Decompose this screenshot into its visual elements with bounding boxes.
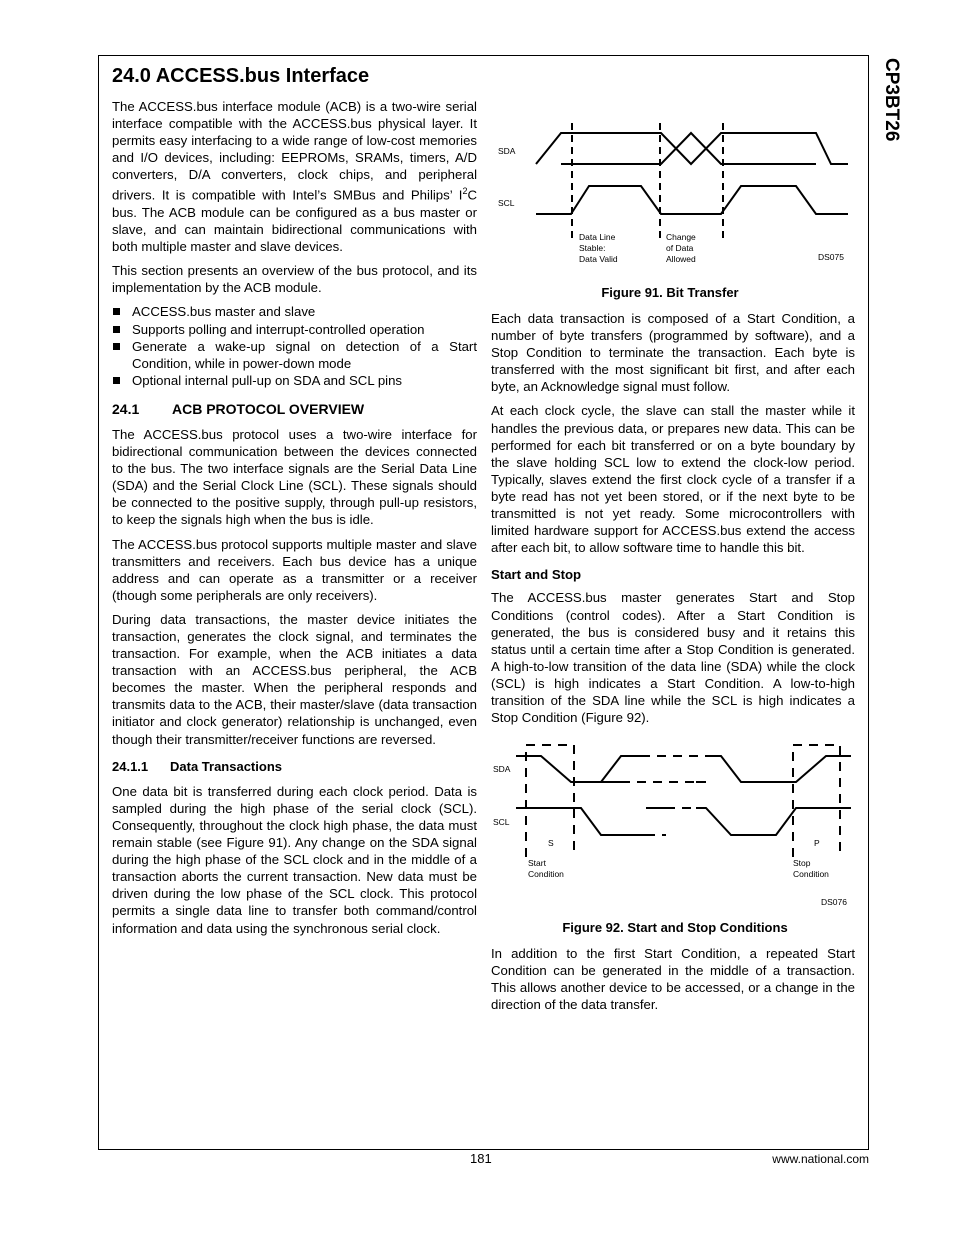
page-number: 181	[470, 1151, 492, 1166]
list-item: Supports polling and interrupt-controlled operation	[112, 321, 477, 338]
sda-label: SDA	[493, 764, 511, 774]
svg-text:Change: Change	[666, 232, 696, 242]
list-item: Optional internal pull-up on SDA and SCL pins	[112, 372, 477, 389]
list-item: ACCESS.bus master and slave	[112, 303, 477, 320]
right-column	[491, 310, 855, 733]
svg-text:Start: Start	[528, 858, 546, 868]
paragraph: During data transactions, the master device initiates the transaction, generates the clock signal, and terminates the transaction. For example, when the ACB initiates a data transaction with an ACCESS.bus peripheral, the ACB becomes the master. When the peripheral responds and transmits data to the ACB, their master/slave (data transaction initiator and clock generator) relationship is unchanged, even though their transmitter/receiver functions are reversed.	[112, 611, 477, 747]
svg-text:P: P	[814, 838, 820, 848]
sda-label: SDA	[498, 146, 516, 156]
svg-text:Stop: Stop	[793, 858, 811, 868]
figure-91-bit-transfer	[491, 118, 861, 268]
figure-92-start-stop	[491, 737, 861, 912]
paragraph: At each clock cycle, the slave can stall the master while it handles the previous data, or prepares new data. This can be performed for each bit transferred or on a byte boundary by the slave holding SCL low to extend the clock-low period. Typically, slaves extend the first clock cycle of a transfer if a byte read has not yet been stored, or if the next byte to be transmitted is not yet ready. Some microcontrollers with limited hardware support for ACCESS.bus extend the access after each bit, to allow software time to handle this bit.	[491, 403, 855, 556]
list-item: Generate a wake-up signal on detection of a Start Condition, while in power-down mode	[112, 338, 477, 372]
paragraph: The ACCESS.bus protocol uses a two-wire interface for bidirectional communication between the devices connected to the bus. The two interface signals are the Serial Data Line (SDA) and the Serial Clock Line (SCL). These signals should be connected to the positive supply, through pull-up resistors, to keep the signals high when the bus is idle.	[112, 426, 477, 528]
svg-text:DS075: DS075	[818, 252, 844, 262]
svg-text:Stable:: Stable:	[579, 243, 606, 253]
subsubsection-heading: 24.1.1 Data Transactions	[112, 758, 282, 774]
subsection-heading: 24.1 ACB PROTOCOL OVERVIEW	[112, 400, 365, 417]
paragraph: Each data transaction is composed of a Start Condition, a number of byte transfers (programmed by software), and a Stop Condition to terminate the transaction. Each byte is transferred with the most significant bit first, and after each byte, an Acknowledge signal must follow.	[491, 311, 855, 395]
figure-92-caption: Figure 92. Start and Stop Conditions	[562, 920, 788, 935]
overview-paragraph: This section presents an overview of the bus protocol, and its implementation by the ACB module.	[112, 263, 477, 296]
start-stop-heading: Start and Stop	[491, 567, 582, 583]
svg-text:S: S	[548, 838, 554, 848]
left-column	[112, 64, 477, 944]
figure-91-caption: Figure 91. Bit Transfer	[601, 285, 739, 300]
paragraph: One data bit is transferred during each clock period. Data is sampled during the high phase of the serial clock (SCL). Consequently, throughout the clock high phase, the data must remain stable (see Figure 91). Any change on the SDA signal during the high phase of the SCL clock and in the middle of a transaction aborts the current transaction. New data must be driven during the low phase of the SCL clock. This protocol permits a single data line to transfer both command/control information and data using the synchronous serial clock.	[112, 783, 477, 936]
feature-list	[112, 303, 477, 388]
svg-text:of Data: of Data	[666, 243, 694, 253]
footer-url: www.national.com	[772, 1152, 869, 1166]
intro-paragraph: The ACCESS.bus interface module (ACB) is a two-wire serial interface compatible with the ACCESS.bus physical layer. It permits easy interfacing to a wide range of low-cost memories and I/O devices, including: EEPROMs, SRAMs, timers, A/D converters, D/A converters, clock chips, and peripheral drivers. It is compatible with Intel’s SMBus and Philips’ $I^2C$ bus. The ACB module can be configured as a bus master or slave, and can maintain bidirectional communications with both multiple master and slave devices.	[112, 99, 477, 255]
right-column-bottom	[491, 945, 855, 1020]
section-title: 24.0 ACCESS.bus Interface	[112, 65, 370, 87]
scl-label: SCL	[493, 817, 510, 827]
scl-label: SCL	[498, 198, 515, 208]
paragraph: The ACCESS.bus protocol supports multiple master and slave transmitters and receivers. Each bus device has a unique address and can operate as a transmitter or a receiver (though some peripherals are only receivers).	[112, 536, 477, 603]
paragraph: In addition to the first Start Condition, a repeated Start Condition can be generated in the middle of a transaction. This allows another device to be accessed, or a change in the direction of the data transfer.	[491, 946, 855, 1013]
svg-text:Data Line: Data Line	[579, 232, 616, 242]
svg-text:DS076: DS076	[821, 897, 847, 907]
svg-text:Condition: Condition	[793, 869, 829, 879]
svg-text:Allowed: Allowed	[666, 254, 696, 264]
svg-text:Condition: Condition	[528, 869, 564, 879]
side-title: CP3BT26	[881, 58, 902, 142]
svg-text:Data Valid: Data Valid	[579, 254, 618, 264]
paragraph: The ACCESS.bus master generates Start and Stop Conditions (control codes). After a Start Condition is generated, the bus is considered busy and it retains this status until a certain time after a Stop Condition is generated. A high-to-low transition of the data line (SDA) while the clock (SCL) is high indicates a Start Condition. A low-to-high transition of the SDA line while the SCL is high indicates a Stop Condition (Figure 92).	[491, 590, 855, 726]
